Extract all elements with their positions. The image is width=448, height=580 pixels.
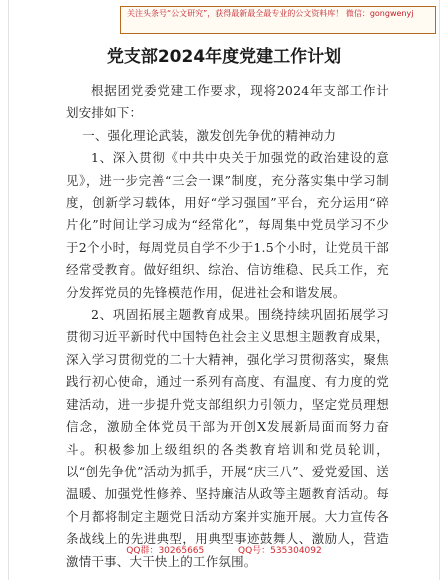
paragraph-item-1: 1、深入贯彻《中共中央关于加强党的政治建设的意见》，进一步完善“三会一课”制度，充分落实集中学习制度，创新学习载体，用好“学习强国”平台，充分运用“碎片化”时间让学习成为“经常化”，每周集中党员学习不少于2个小时，每周党员自学不少于1.5个小时，让党员干部经常受教育。做好组织、综治、信访维稳、民兵工作，充分发挥党员的先锋模范作用，促进社会和谐发展。 (66, 150, 389, 300)
promo-banner[interactable] (120, 6, 436, 34)
document-body (66, 80, 389, 573)
section-heading-1: 一、强化理论武装，激发创先争优的精神动力 (82, 127, 337, 143)
contact-footer (0, 545, 448, 557)
document-title: 党支部2024年度党建工作计划 (106, 47, 342, 67)
qq-group-text: QQ群：30265665 (126, 546, 205, 556)
paragraph-item-2: 2、巩固拓展主题教育成果。围绕持续巩固拓展学习贯彻习近平新时代中国特色社会主义思想主题教育成果，深入学习贯彻党的二十大精神，强化学习贯彻落实，聚焦践行初心使命，通过一系列有高度、有温度、有力度的党建活动，进一步提升党支部组织力引领力，坚定党员理想信念，激励全体党员干部为开创X发展新局面而努力奋斗。积极参加上级组织的各类教育培训和党员轮训，以“创先争优”活动为抓手，开展“庆三八”、爱党爱国、送温暖、加强党性修养、坚持廉洁从政等主题教育活动。每个月都将制定主题党日活动方案并实施开展。大力宣传各条战线上的先进典型，用典型事迹鼓舞人、激励人，营造激情干事、大干快上的工作氛围。 (66, 307, 389, 569)
promo-banner-text: 关注头条号“公文研究”，获得最新最全最专业的公文资料库！ 微信：gongwenyj (127, 9, 414, 18)
intro-paragraph: 根据团党委党建工作要求，现将2024年支部工作计划安排如下： (66, 83, 389, 121)
qq-number-text: QQ号：535304092 (238, 546, 322, 556)
